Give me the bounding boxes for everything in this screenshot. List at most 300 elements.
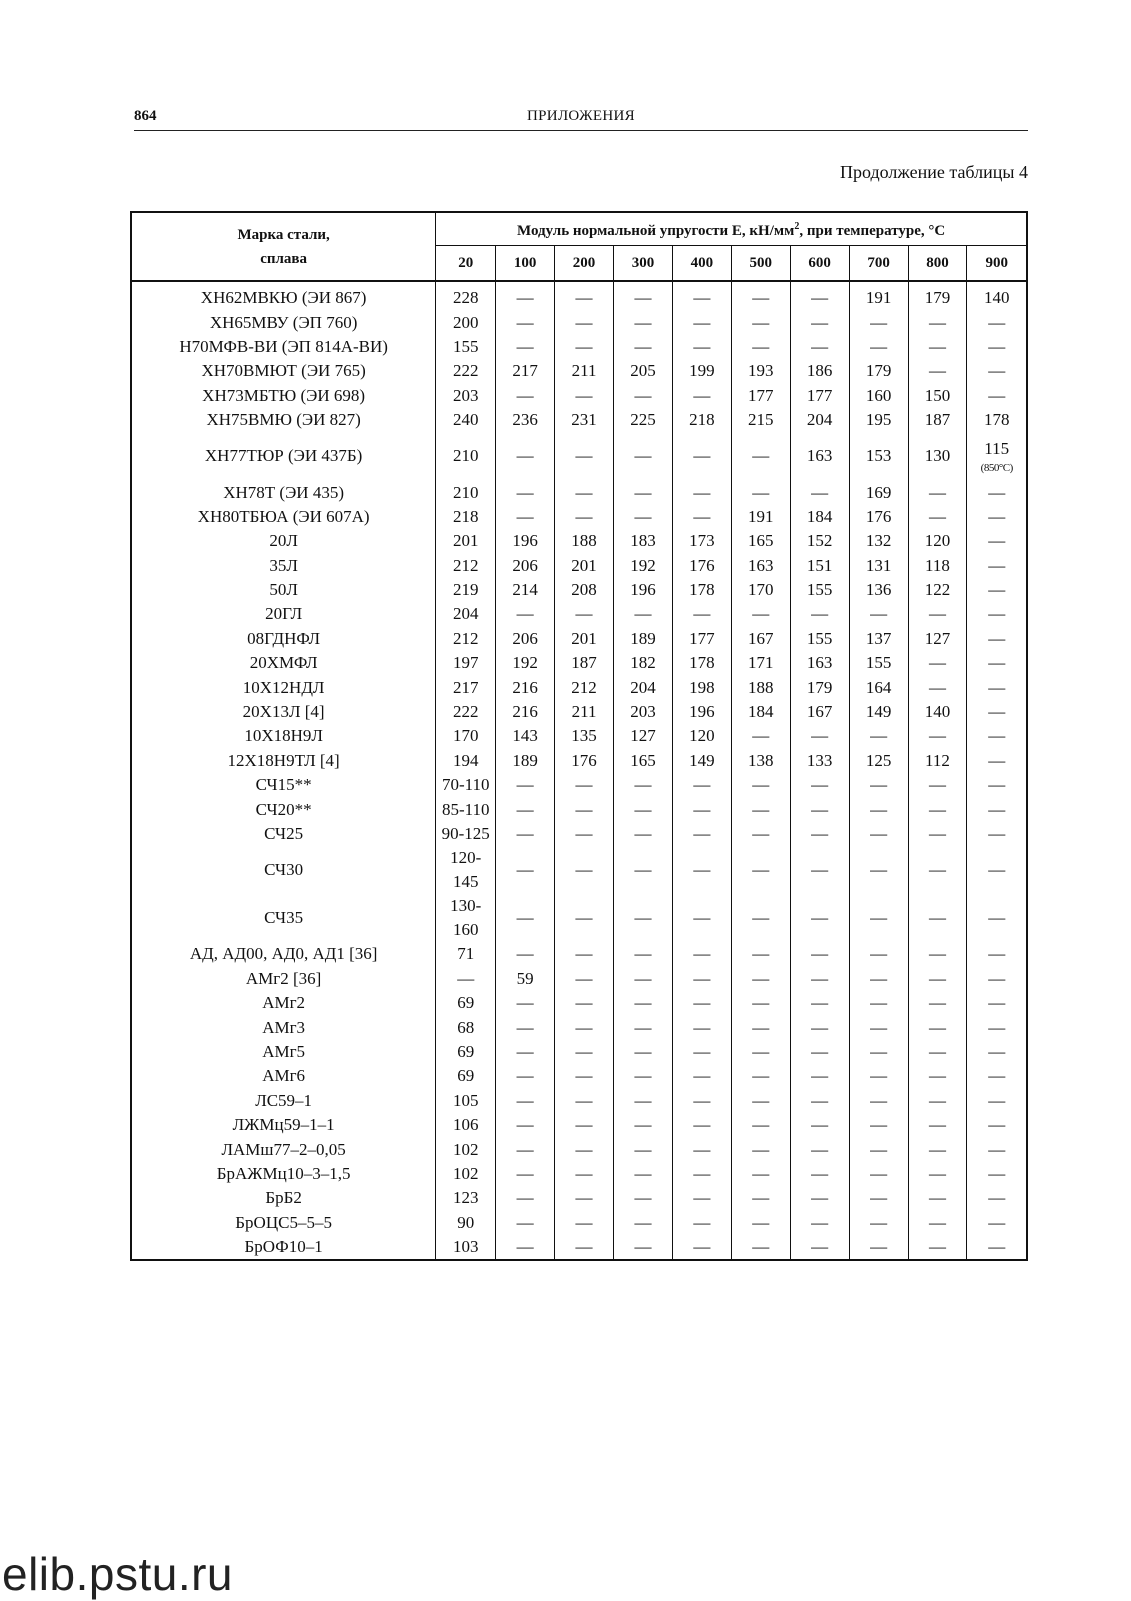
value-cell: — <box>613 773 672 797</box>
table-row <box>131 1113 1027 1137</box>
value-cell: 222 <box>452 361 479 381</box>
temperature-header-400: 400 <box>672 246 731 282</box>
value-cell: 193 <box>731 359 790 383</box>
table-row <box>131 627 1027 651</box>
grade-cell: АД, АД00, АД0, АД1 [36] <box>131 942 436 966</box>
value-cell: — <box>849 822 908 846</box>
grade-cell: 10Х12НДЛ <box>131 675 436 699</box>
value-cell: — <box>672 991 731 1015</box>
value-cell: — <box>908 1040 967 1064</box>
value-cell: — <box>731 1137 790 1161</box>
table-row <box>131 773 1027 797</box>
table-body <box>131 281 1027 1260</box>
value-cell: — <box>908 822 967 846</box>
temperature-header-200: 200 <box>555 246 614 282</box>
value-cell: — <box>555 1162 614 1186</box>
value-cell: — <box>908 1113 967 1137</box>
temperature-header-800: 800 <box>908 246 967 282</box>
value-cell: 192 <box>496 651 555 675</box>
value-cell: — <box>849 1235 908 1260</box>
value-cell: — <box>731 310 790 334</box>
value-cell: 149 <box>849 700 908 724</box>
value-line2: 160 <box>452 920 479 940</box>
value-cell: — <box>496 310 555 334</box>
value-cell: 140 <box>908 700 967 724</box>
value-cell: — <box>672 1113 731 1137</box>
table-row <box>131 846 1027 894</box>
value-cell: — <box>908 797 967 821</box>
value-cell: 199 <box>672 359 731 383</box>
value-cell: — <box>496 894 555 942</box>
value-cell: — <box>967 480 1027 504</box>
table-row <box>131 480 1027 504</box>
value-cell: 127 <box>908 627 967 651</box>
value-cell: 130 <box>908 432 967 480</box>
value-cell: — <box>908 991 967 1015</box>
value-cell: 138 <box>731 749 790 773</box>
value-cell: — <box>967 310 1027 334</box>
value-cell: — <box>849 1064 908 1088</box>
value-cell: — <box>849 991 908 1015</box>
value-cell: 177 <box>731 384 790 408</box>
value-main: 115 <box>984 439 1010 459</box>
value-cell: 137 <box>849 627 908 651</box>
value-cell: 169 <box>849 480 908 504</box>
value-cell: — <box>496 1040 555 1064</box>
value-cell: 219 <box>452 580 479 600</box>
value-cell: — <box>555 602 614 626</box>
value-cell: — <box>849 602 908 626</box>
table-row <box>131 554 1027 578</box>
value-cell: — <box>555 1113 614 1137</box>
value-cell: — <box>790 1113 849 1137</box>
value-cell: 122 <box>908 578 967 602</box>
value-cell: — <box>555 1235 614 1260</box>
value-cell: — <box>849 310 908 334</box>
grade-cell: Н70МФВ-ВИ (ЭП 814А-ВИ) <box>131 335 436 359</box>
value-cell: 123 <box>452 1188 479 1208</box>
value-cell: — <box>790 480 849 504</box>
value-cell: — <box>849 1162 908 1186</box>
value-cell: — <box>790 1235 849 1260</box>
value-cell: — <box>908 942 967 966</box>
table-row <box>131 1015 1027 1039</box>
value-cell: 206 <box>496 554 555 578</box>
value-cell: 191 <box>849 281 908 310</box>
value-cell: — <box>790 1137 849 1161</box>
value-cell: — <box>790 1162 849 1186</box>
value-cell: 164 <box>849 675 908 699</box>
value-cell: — <box>967 602 1027 626</box>
value-cell: 155 <box>849 651 908 675</box>
value-cell: 196 <box>613 578 672 602</box>
value-cell: — <box>849 1186 908 1210</box>
value-cell: 136 <box>849 578 908 602</box>
value-cell: — <box>672 967 731 991</box>
value-cell: — <box>849 1015 908 1039</box>
value-cell: — <box>790 1040 849 1064</box>
value-cell: — <box>967 505 1027 529</box>
grade-cell: БрАЖМц10–3–1,5 <box>131 1162 436 1186</box>
value-cell: — <box>555 432 614 480</box>
value-cell: — <box>496 1162 555 1186</box>
value-cell: — <box>613 384 672 408</box>
value-cell: — <box>908 1211 967 1235</box>
value-cell: — <box>613 602 672 626</box>
value-cell: — <box>672 384 731 408</box>
value-cell: — <box>790 1015 849 1039</box>
temperature-header-900: 900 <box>967 246 1027 282</box>
value-cell: — <box>849 724 908 748</box>
value-cell <box>436 846 496 894</box>
value-cell: — <box>555 1015 614 1039</box>
table-row <box>131 797 1027 821</box>
grade-cell: АМг5 <box>131 1040 436 1064</box>
value-cell: — <box>967 359 1027 383</box>
elastic-modulus-table <box>130 211 1028 1261</box>
value-cell: 217 <box>452 677 479 697</box>
value-cell: — <box>613 797 672 821</box>
value-cell: 59 <box>496 967 555 991</box>
table-row <box>131 822 1027 846</box>
value-cell: — <box>555 1089 614 1113</box>
grade-header-line1: Марка стали, <box>237 226 330 243</box>
value-cell: — <box>731 1162 790 1186</box>
value-cell: — <box>967 1064 1027 1088</box>
value-cell: 216 <box>496 675 555 699</box>
value-cell: — <box>672 1162 731 1186</box>
value-cell: — <box>613 281 672 310</box>
value-cell: — <box>849 1137 908 1161</box>
value-cell: — <box>908 846 967 894</box>
value-cell: — <box>613 480 672 504</box>
value-cell: — <box>613 967 672 991</box>
value-cell: — <box>849 1040 908 1064</box>
value-cell: — <box>967 651 1027 675</box>
value-cell: — <box>908 773 967 797</box>
grade-cell: 20ХМФЛ <box>131 651 436 675</box>
value-cell: — <box>731 432 790 480</box>
value-cell: — <box>849 335 908 359</box>
value-cell: — <box>731 335 790 359</box>
value-cell: 106 <box>452 1115 479 1135</box>
value-cell: 191 <box>731 505 790 529</box>
table-row <box>131 1235 1027 1260</box>
value-cell: — <box>731 1040 790 1064</box>
value-cell: — <box>908 335 967 359</box>
value-cell: 187 <box>908 408 967 432</box>
value-cell: — <box>849 942 908 966</box>
value-cell: — <box>967 1040 1027 1064</box>
value-cell: — <box>672 1040 731 1064</box>
value-cell: — <box>790 335 849 359</box>
grade-cell: ХН78Т (ЭИ 435) <box>131 480 436 504</box>
value-cell: — <box>555 1040 614 1064</box>
temperature-header-600: 600 <box>790 246 849 282</box>
value-cell: — <box>731 1211 790 1235</box>
value-cell: — <box>731 724 790 748</box>
value-cell: 135 <box>555 724 614 748</box>
value-cell: 210 <box>452 482 479 502</box>
value-cell: — <box>790 1186 849 1210</box>
value-cell: 182 <box>613 651 672 675</box>
value-cell: 214 <box>496 578 555 602</box>
grade-cell: СЧ35 <box>131 894 436 942</box>
value-cell: — <box>967 1113 1027 1137</box>
table-row <box>131 1137 1027 1161</box>
value-cell: 167 <box>731 627 790 651</box>
value-cell: — <box>908 1137 967 1161</box>
value-cell: 198 <box>672 675 731 699</box>
value-cell: — <box>555 967 614 991</box>
value-cell: 155 <box>790 627 849 651</box>
value-cell: — <box>790 1089 849 1113</box>
grade-cell: 35Л <box>131 554 436 578</box>
table-row <box>131 408 1027 432</box>
grade-cell: СЧ20** <box>131 797 436 821</box>
value-cell: 212 <box>452 628 479 648</box>
table-row <box>131 335 1027 359</box>
value-line1: 130- <box>450 896 482 916</box>
value-cell: — <box>731 480 790 504</box>
value-cell: 127 <box>613 724 672 748</box>
value-cell: — <box>672 281 731 310</box>
value-cell: 120 <box>672 724 731 748</box>
value-cell: — <box>731 846 790 894</box>
value-cell: — <box>496 480 555 504</box>
value-cell: 211 <box>555 359 614 383</box>
value-cell: — <box>967 967 1027 991</box>
value-cell: — <box>555 942 614 966</box>
value-cell: 183 <box>613 529 672 553</box>
value-cell: — <box>790 773 849 797</box>
value-cell: — <box>908 724 967 748</box>
value-cell: — <box>672 1089 731 1113</box>
modulus-header-text: Модуль нормальной упругости Е, кН/мм <box>517 223 795 239</box>
grade-cell: 50Л <box>131 578 436 602</box>
value-cell: 69 <box>457 1066 475 1086</box>
value-cell: 194 <box>452 750 479 770</box>
value-cell: — <box>908 675 967 699</box>
value-cell: 70-110 <box>441 775 490 795</box>
value-cell: — <box>731 894 790 942</box>
value-cell: — <box>967 1015 1027 1039</box>
value-cell: — <box>731 1015 790 1039</box>
value-cell: — <box>496 1113 555 1137</box>
value-cell: — <box>672 942 731 966</box>
value-cell: — <box>496 432 555 480</box>
value-cell: — <box>613 1040 672 1064</box>
value-cell: — <box>908 310 967 334</box>
value-cell: — <box>967 1186 1027 1210</box>
temperature-header-300: 300 <box>613 246 672 282</box>
value-cell: 179 <box>790 675 849 699</box>
value-cell: — <box>555 310 614 334</box>
value-cell: 102 <box>452 1163 479 1183</box>
watermark: elib.pstu.ru <box>2 1548 234 1600</box>
value-cell: 210 <box>452 446 479 466</box>
value-cell: 179 <box>849 359 908 383</box>
value-cell <box>967 432 1027 480</box>
value-cell: — <box>672 432 731 480</box>
grade-cell: ЛЖМц59–1–1 <box>131 1113 436 1137</box>
grade-column-header <box>131 212 436 281</box>
table-row <box>131 359 1027 383</box>
table-row <box>131 1089 1027 1113</box>
value-cell: — <box>790 281 849 310</box>
value-cell: 160 <box>849 384 908 408</box>
value-cell: 150 <box>908 384 967 408</box>
page-number: 864 <box>134 108 157 124</box>
value-cell: 216 <box>496 700 555 724</box>
value-cell: — <box>731 797 790 821</box>
value-cell: 133 <box>790 749 849 773</box>
value-cell: — <box>613 1211 672 1235</box>
grade-cell: АМг2 [36] <box>131 967 436 991</box>
value-cell: — <box>457 968 475 988</box>
value-cell: 170 <box>731 578 790 602</box>
value-cell: — <box>555 384 614 408</box>
value-cell: 151 <box>790 554 849 578</box>
value-cell: 103 <box>452 1237 479 1257</box>
value-cell: — <box>672 1235 731 1260</box>
value-cell: 184 <box>790 505 849 529</box>
table-row <box>131 894 1027 942</box>
value-cell: — <box>967 773 1027 797</box>
value-cell: 204 <box>613 675 672 699</box>
value-cell: — <box>967 942 1027 966</box>
value-cell: — <box>790 1064 849 1088</box>
value-cell: 155 <box>452 336 479 356</box>
value-cell: 218 <box>672 408 731 432</box>
value-cell: — <box>967 1235 1027 1260</box>
grade-cell: 08ГДНФЛ <box>131 627 436 651</box>
value-cell: — <box>613 1162 672 1186</box>
value-cell: — <box>555 480 614 504</box>
value-cell: — <box>555 1137 614 1161</box>
value-cell: — <box>613 310 672 334</box>
value-cell: 188 <box>555 529 614 553</box>
value-cell: — <box>555 335 614 359</box>
value-cell: — <box>496 822 555 846</box>
value-cell: 69 <box>457 1041 475 1061</box>
value-cell: — <box>967 846 1027 894</box>
value-cell: 143 <box>496 724 555 748</box>
value-cell: 176 <box>672 554 731 578</box>
value-cell: — <box>849 1089 908 1113</box>
value-cell: — <box>496 991 555 1015</box>
value-cell: 196 <box>496 529 555 553</box>
table-row <box>131 310 1027 334</box>
value-cell: — <box>496 846 555 894</box>
page-header <box>134 104 1028 131</box>
value-cell: — <box>672 602 731 626</box>
value-cell: 155 <box>790 578 849 602</box>
value-cell: — <box>908 359 967 383</box>
value-cell: — <box>790 310 849 334</box>
value-cell: — <box>731 1235 790 1260</box>
value-cell: 176 <box>849 505 908 529</box>
value-cell: 167 <box>790 700 849 724</box>
value-cell: — <box>908 894 967 942</box>
value-cell: 222 <box>452 702 479 722</box>
table-row <box>131 749 1027 773</box>
temperature-header-500: 500 <box>731 246 790 282</box>
value-cell: — <box>613 1064 672 1088</box>
value-cell: — <box>613 1015 672 1039</box>
grade-cell: ЛС59–1 <box>131 1089 436 1113</box>
value-cell: — <box>672 822 731 846</box>
value-cell: — <box>613 846 672 894</box>
value-cell: — <box>555 822 614 846</box>
value-cell: — <box>555 894 614 942</box>
value-cell: 149 <box>672 749 731 773</box>
grade-cell: 20Х13Л [4] <box>131 700 436 724</box>
value-cell: 176 <box>555 749 614 773</box>
value-cell: — <box>555 1064 614 1088</box>
value-cell: — <box>849 773 908 797</box>
value-cell: 218 <box>452 506 479 526</box>
table-row <box>131 602 1027 626</box>
grade-cell: СЧ30 <box>131 846 436 894</box>
table-row <box>131 578 1027 602</box>
value-cell: — <box>908 1089 967 1113</box>
grade-cell: АМг3 <box>131 1015 436 1039</box>
value-cell: — <box>967 675 1027 699</box>
value-cell: 186 <box>790 359 849 383</box>
table-row <box>131 724 1027 748</box>
grade-cell: 20ГЛ <box>131 602 436 626</box>
value-cell: 201 <box>555 554 614 578</box>
grade-cell: ХН70ВМЮТ (ЭИ 765) <box>131 359 436 383</box>
table-row <box>131 529 1027 553</box>
value-cell: 212 <box>452 555 479 575</box>
value-cell: — <box>967 1137 1027 1161</box>
value-cell: 184 <box>731 700 790 724</box>
table-row <box>131 967 1027 991</box>
table-row <box>131 700 1027 724</box>
value-cell: — <box>613 505 672 529</box>
value-cell: — <box>496 281 555 310</box>
value-cell: — <box>613 1235 672 1260</box>
value-cell: 236 <box>496 408 555 432</box>
value-line1: 120- <box>450 848 482 868</box>
value-cell: 178 <box>672 578 731 602</box>
value-cell: 179 <box>908 281 967 310</box>
value-cell: — <box>555 797 614 821</box>
value-cell: — <box>790 797 849 821</box>
value-cell: — <box>849 797 908 821</box>
value-cell: — <box>967 797 1027 821</box>
value-cell: — <box>672 894 731 942</box>
value-cell: — <box>967 1089 1027 1113</box>
value-cell: — <box>496 1186 555 1210</box>
value-cell: — <box>672 505 731 529</box>
value-cell: — <box>672 1015 731 1039</box>
temperature-note: (850°С) <box>980 462 1013 475</box>
value-cell: — <box>790 822 849 846</box>
modulus-header-tail: , при температуре, °С <box>799 223 946 239</box>
value-cell: 187 <box>555 651 614 675</box>
value-cell: — <box>613 1113 672 1137</box>
table-row <box>131 1064 1027 1088</box>
value-cell: — <box>496 1235 555 1260</box>
value-cell: — <box>496 1089 555 1113</box>
value-cell: 208 <box>555 578 614 602</box>
value-cell: — <box>908 1064 967 1088</box>
value-cell: — <box>555 505 614 529</box>
value-cell: — <box>731 967 790 991</box>
